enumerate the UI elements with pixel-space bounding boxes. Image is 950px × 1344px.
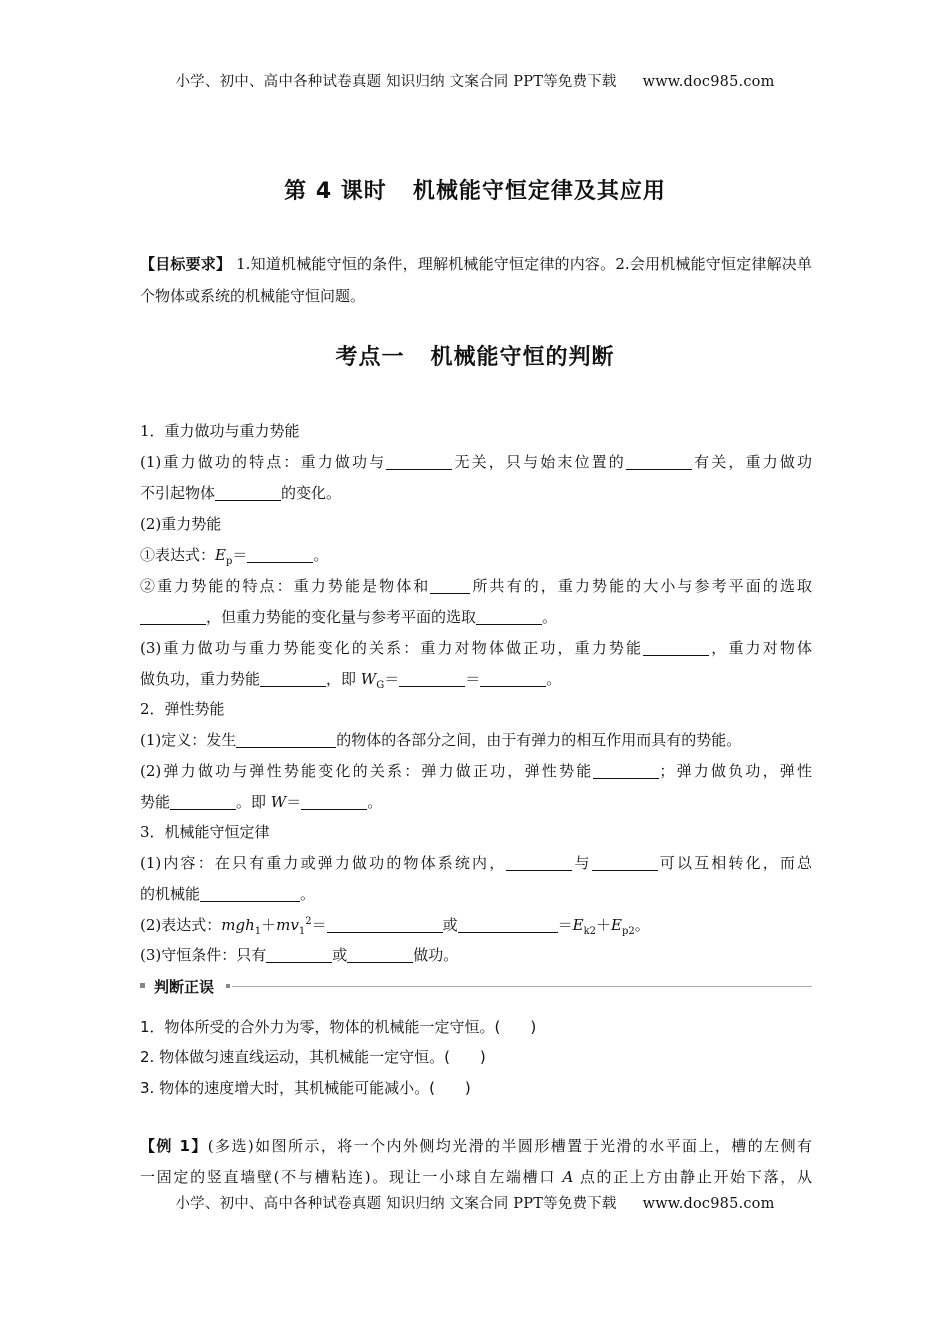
judge-section-header <box>140 976 812 998</box>
objective-text: 1.知道机械能守恒的条件，理解机械能守恒定律的内容。2.会用机械能守恒定律解决单个物体或系统的机械能守恒问题。 <box>140 255 812 305</box>
fill-blank[interactable] <box>266 946 332 963</box>
footer-site: www.doc985.com <box>642 1196 775 1212</box>
line-conservation-condition: (3)守恒条件：只有 或 做功。 <box>140 946 459 964</box>
fill-blank[interactable] <box>593 762 659 779</box>
heading-gravity-potential: (2)重力势能 <box>140 515 222 533</box>
line-gravity-work-features-2: 不引起物体 的变化。 <box>140 484 342 502</box>
objective-block <box>140 248 812 312</box>
section-part2: 机械能守恒的判断 <box>430 345 615 370</box>
fill-blank[interactable] <box>430 577 470 594</box>
fill-blank[interactable] <box>260 670 326 687</box>
fill-blank[interactable] <box>643 639 709 656</box>
footer-text: 小学、初中、高中各种试卷真题 知识归纳 文案合同 PPT等免费下载 <box>175 1196 617 1212</box>
line-law-content: (1)内容：在只有重力或弹力做功的物体系统内， 与 可以互相转化，而总 <box>140 854 812 872</box>
fill-blank[interactable] <box>140 608 206 625</box>
title-part2: 机械能守恒定律及其应用 <box>412 179 666 204</box>
header-text: 小学、初中、高中各种试卷真题 知识归纳 文案合同 PPT等免费下载 <box>175 74 617 90</box>
fill-blank[interactable] <box>592 854 658 871</box>
line-potential-features: ②重力势能的特点：重力势能是物体和 所共有的，重力势能的大小与参考平面的选取 <box>140 577 812 595</box>
fill-blank[interactable] <box>626 453 692 470</box>
line-gravity-work-features: (1)重力做功的特点：重力做功与 无关，只与始末位置的 有关，重力做功 <box>140 453 812 471</box>
fill-blank[interactable] <box>215 484 281 501</box>
fill-blank[interactable] <box>200 885 300 902</box>
line-law-content-2: 的机械能 。 <box>140 885 316 903</box>
fill-blank[interactable] <box>506 854 572 871</box>
header-site: www.doc985.com <box>642 74 775 90</box>
judge-item: 2. 物体做匀速直线运动，其机械能一定守恒。( ) <box>140 1048 486 1066</box>
objective-tag: 【目标要求】 <box>140 255 232 273</box>
divider <box>232 986 812 987</box>
heading-elastic-potential: 2．弹性势能 <box>140 700 225 718</box>
judge-item: 3. 物体的速度增大时，其机械能可能减小。( ) <box>140 1079 471 1097</box>
fill-blank[interactable] <box>301 793 367 810</box>
line-elastic-relation: (2)弹力做功与弹性势能变化的关系：弹力做正功，弹性势能 ；弹力做负功，弹性 <box>140 762 812 780</box>
fill-blank[interactable] <box>399 670 465 687</box>
section-part1: 考点一 <box>335 345 405 370</box>
heading-conservation-law: 3．机械能守恒定律 <box>140 823 270 841</box>
bullet-square-icon <box>140 983 145 988</box>
bullet-square-icon <box>226 984 230 988</box>
example-tag: 【例 1】 <box>140 1137 208 1155</box>
line-potential-expression: ①表达式：$E_p=$ 。 <box>140 546 329 567</box>
fill-blank[interactable] <box>458 916 558 933</box>
fill-blank[interactable] <box>247 546 313 563</box>
line-potential-features-2: ，但重力势能的变化量与参考平面的选取 。 <box>140 606 812 628</box>
fill-blank[interactable] <box>347 946 413 963</box>
line-elastic-relation-2: 势能 。即 W＝ 。 <box>140 793 383 811</box>
line-elastic-definition: (1)定义：发生 的物体的各部分之间，由于有弹力的相互作用而具有的势能。 <box>140 731 742 749</box>
fill-blank[interactable] <box>476 608 542 625</box>
example-line-1: 【例 1】(多选)如图所示，将一个内外侧均光滑的半圆形槽置于光滑的水平面上，槽的左侧有 <box>140 1137 812 1155</box>
judge-item: 1．物体所受的合外力为零，物体的机械能一定守恒。( ) <box>140 1018 537 1036</box>
lesson-title <box>0 174 950 205</box>
title-part1: 第 4 课时 <box>284 179 387 204</box>
fill-blank[interactable] <box>170 793 236 810</box>
fill-blank[interactable] <box>386 453 452 470</box>
fill-blank[interactable] <box>236 731 336 748</box>
line-law-expression: (2)表达式：$mgh_1+mv_1^2=$ 或 $=E_{k2}+E_{p2}$。 <box>140 916 650 937</box>
heading-gravity-work: 1．重力做功与重力势能 <box>140 422 300 440</box>
page-footer <box>0 1192 950 1213</box>
judge-label: 判断正误 <box>154 976 218 997</box>
fill-blank[interactable] <box>480 670 546 687</box>
line-work-potential-relation: (3)重力做功与重力势能变化的关系：重力对物体做正功，重力势能 ，重力对物体 <box>140 639 812 657</box>
line-work-potential-relation-2: 做负功，重力势能 ，即 $W_G=$ ＝ 。 <box>140 670 562 691</box>
page-header <box>0 70 950 91</box>
fill-blank[interactable] <box>327 916 443 933</box>
section-title <box>0 340 950 371</box>
example-line-2: 一固定的竖直墙壁(不与槽粘连)。现让一小球自左端槽口 A 点的正上方由静止开始下落，从 <box>140 1168 812 1186</box>
